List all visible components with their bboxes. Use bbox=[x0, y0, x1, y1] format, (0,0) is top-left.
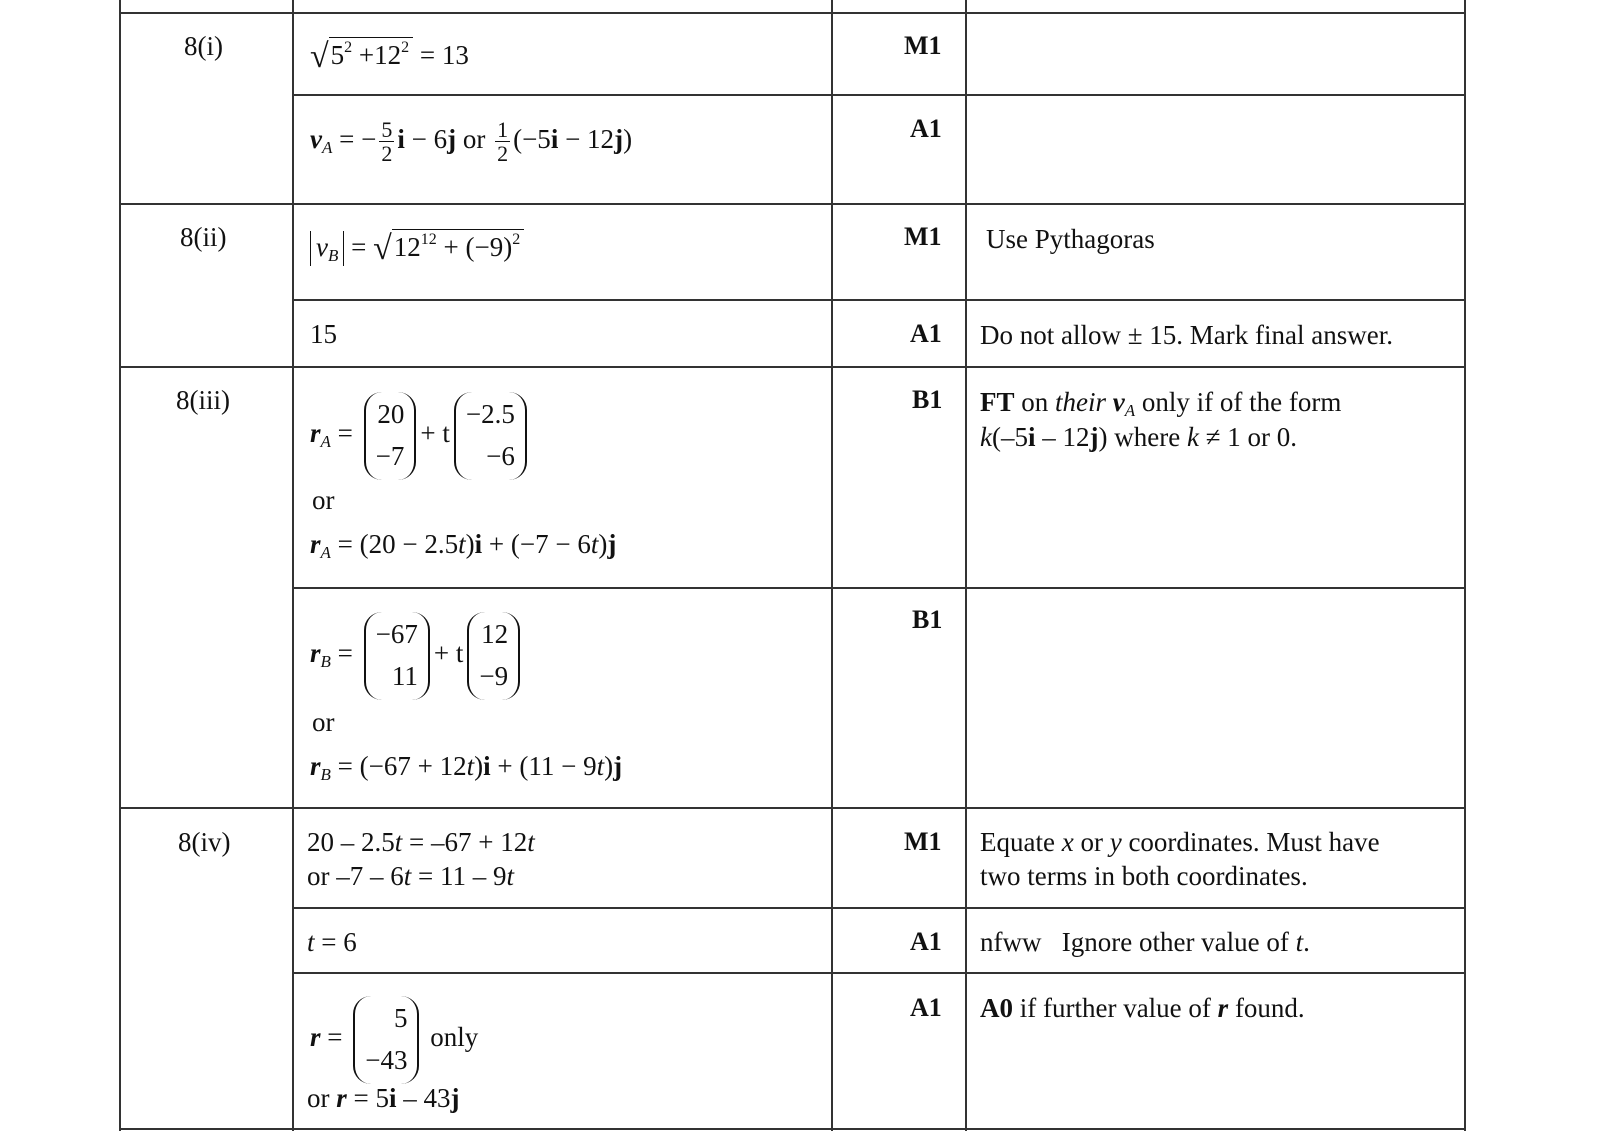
guidance-line: two terms in both coordinates. bbox=[980, 860, 1308, 891]
answer-speed: 15 bbox=[310, 319, 337, 349]
vector-r: r bbox=[336, 1083, 347, 1113]
text: or bbox=[1073, 827, 1110, 857]
mark: B1 bbox=[912, 385, 943, 414]
vector-component: −67 bbox=[375, 619, 418, 649]
term: + (−7 − 6 bbox=[482, 529, 591, 559]
variable-t: t bbox=[403, 860, 412, 891]
variable-t: t bbox=[466, 751, 475, 781]
radicand bbox=[392, 229, 524, 265]
term: – 43 bbox=[396, 1083, 451, 1113]
guidance-note: Use Pythagoras bbox=[986, 224, 1155, 254]
question-number: 8(iii) bbox=[176, 385, 230, 415]
only-text: only bbox=[430, 1022, 479, 1053]
unit-i: i bbox=[397, 123, 405, 154]
exponent: 2 bbox=[344, 39, 353, 56]
term: = 6 bbox=[314, 927, 357, 957]
unit-i: i bbox=[389, 1083, 397, 1113]
unit-i: i bbox=[550, 123, 559, 154]
variable-t: t bbox=[458, 529, 466, 559]
answer-position-r-alt bbox=[307, 1082, 460, 1116]
vector-component: −9 bbox=[479, 660, 509, 691]
guidance-line bbox=[980, 826, 1380, 860]
fraction bbox=[379, 118, 394, 165]
result: = 13 bbox=[419, 40, 469, 70]
mark: M1 bbox=[904, 31, 942, 60]
text: found. bbox=[1228, 993, 1305, 1023]
guidance-note bbox=[980, 992, 1305, 1026]
term: + (11 − 9 bbox=[490, 751, 597, 781]
term: + (−9) bbox=[436, 232, 513, 262]
mark: A1 bbox=[910, 927, 942, 956]
or-text: or bbox=[456, 123, 493, 154]
vector-r: r bbox=[310, 1022, 321, 1053]
term: + t bbox=[433, 638, 464, 669]
text: on bbox=[1014, 387, 1056, 417]
term: ) bbox=[474, 751, 484, 781]
or-text: or bbox=[307, 1083, 337, 1113]
variable-t: t bbox=[307, 927, 315, 957]
vector-r: r bbox=[310, 751, 321, 781]
text: ≠ 1 or 0. bbox=[1198, 422, 1297, 453]
subscript: B bbox=[320, 652, 331, 672]
variable-t: t bbox=[506, 860, 515, 891]
numerator: 1 bbox=[497, 117, 509, 142]
radicand bbox=[329, 37, 413, 73]
vector-v: v bbox=[1106, 387, 1125, 417]
vector-r: r bbox=[310, 529, 321, 559]
mark: A1 bbox=[910, 993, 942, 1022]
term: = 11 – 9 bbox=[411, 860, 507, 891]
vector-component: −7 bbox=[375, 440, 405, 471]
answer-position-b: $r_B$ = −67 11 + t 12 −9 bbox=[310, 612, 524, 700]
text: only if of the form bbox=[1135, 387, 1342, 417]
unit-j: j bbox=[614, 123, 624, 154]
text: . bbox=[1303, 927, 1310, 957]
question-number: 8(ii) bbox=[180, 222, 227, 252]
denominator: 2 bbox=[381, 141, 393, 167]
subscript: A bbox=[320, 432, 331, 452]
vector-component: 11 bbox=[391, 660, 418, 691]
text: nfww Ignore other value of bbox=[980, 927, 1296, 957]
guidance-note bbox=[980, 826, 1380, 894]
guidance-note bbox=[980, 926, 1310, 960]
answer-position-a-alt bbox=[310, 528, 616, 563]
equation-line bbox=[307, 860, 535, 894]
or-text: or bbox=[312, 707, 335, 737]
term: ) bbox=[465, 529, 475, 559]
column-vector bbox=[353, 996, 419, 1084]
answer-position-r bbox=[310, 996, 478, 1084]
term: + t bbox=[420, 418, 450, 449]
numerator: 5 bbox=[381, 117, 393, 142]
text: coordinates. Must have bbox=[1121, 827, 1380, 857]
guidance-line bbox=[980, 421, 1341, 455]
mark: B1 bbox=[912, 605, 943, 634]
fraction bbox=[495, 118, 510, 165]
unit-j: j bbox=[607, 529, 617, 559]
subscript: A bbox=[1124, 401, 1136, 420]
mark: M1 bbox=[904, 827, 942, 856]
equation-line bbox=[307, 826, 535, 860]
answer-magnitude-b bbox=[310, 228, 524, 271]
column-vector bbox=[467, 612, 520, 700]
question-number: 8(i) bbox=[184, 31, 223, 61]
variable-k: k bbox=[980, 422, 992, 453]
unit-i: i bbox=[1027, 422, 1036, 453]
unit-i: i bbox=[474, 529, 483, 559]
exponent: 2 bbox=[512, 231, 521, 248]
answer-velocity-a bbox=[310, 118, 632, 165]
variable-t: t bbox=[394, 827, 403, 857]
answer-magnitude bbox=[310, 36, 469, 79]
unit-j: j bbox=[613, 751, 623, 781]
subscript: A bbox=[320, 543, 331, 562]
variable-y: y bbox=[1109, 827, 1122, 857]
question-number: 8(iv) bbox=[178, 827, 231, 857]
or-text: or bbox=[312, 485, 335, 515]
term: ) bbox=[598, 529, 608, 559]
term: or –7 – 6 bbox=[307, 860, 404, 891]
ft-label: FT bbox=[980, 387, 1015, 417]
term: = 5 bbox=[346, 1083, 389, 1113]
a0-label: A0 bbox=[980, 993, 1013, 1023]
sqrt-symbol: √ bbox=[373, 230, 392, 267]
vector-r: r bbox=[310, 418, 321, 449]
term: (−5 bbox=[513, 123, 551, 154]
guidance-note bbox=[980, 386, 1341, 455]
term: ) bbox=[623, 123, 633, 154]
vector-component: 5 bbox=[393, 1003, 408, 1033]
equals: = bbox=[327, 1022, 343, 1053]
variable-t: t bbox=[527, 827, 535, 857]
answer-equate bbox=[307, 826, 535, 894]
text: Equate bbox=[980, 827, 1062, 857]
mark: A1 bbox=[910, 114, 942, 143]
exponent: 12 bbox=[420, 231, 437, 248]
term: 5 bbox=[330, 40, 345, 70]
vector-component: −2.5 bbox=[465, 399, 515, 429]
vector-v: v bbox=[310, 123, 322, 154]
vector-r: r bbox=[1217, 993, 1229, 1023]
unit-j: j bbox=[447, 123, 457, 154]
term: 20 – 2.5 bbox=[307, 827, 395, 857]
unit-i: i bbox=[483, 751, 491, 781]
term: − 12 bbox=[558, 123, 615, 154]
text: their bbox=[1055, 387, 1107, 417]
equals: = bbox=[351, 232, 367, 262]
answer-position-a: $r_A$ = 20 −7 + t −2.5 −6 bbox=[310, 392, 531, 480]
answer-t-value bbox=[307, 926, 357, 960]
column-vector bbox=[454, 392, 527, 480]
abs-value bbox=[310, 231, 344, 266]
vector-component: −6 bbox=[486, 440, 515, 471]
term: − 6 bbox=[404, 123, 448, 154]
term: = (−67 + 12 bbox=[337, 751, 467, 781]
answer-position-b-alt bbox=[310, 750, 622, 785]
variable-t: t bbox=[1295, 927, 1304, 957]
text: if further value of bbox=[1013, 993, 1218, 1023]
term: = –67 + 12 bbox=[402, 827, 528, 857]
vector-r: r bbox=[310, 638, 321, 669]
vector-component: 12 bbox=[481, 619, 509, 649]
term: ) bbox=[604, 751, 614, 781]
exponent: 2 bbox=[401, 39, 410, 56]
unit-j: j bbox=[450, 1083, 460, 1113]
guidance-line bbox=[980, 386, 1341, 421]
variable-x: x bbox=[1061, 827, 1074, 857]
mark: M1 bbox=[904, 222, 942, 251]
denominator: 2 bbox=[497, 141, 509, 167]
column-vector bbox=[364, 392, 417, 480]
variable-t: t bbox=[596, 751, 605, 781]
variable-k: k bbox=[1186, 422, 1199, 453]
equals: = − bbox=[339, 123, 377, 154]
unit-j: j bbox=[1089, 422, 1099, 453]
sqrt-symbol: √ bbox=[310, 38, 329, 75]
term: 12 bbox=[393, 232, 421, 262]
text: ) where bbox=[1098, 422, 1187, 453]
subscript: B bbox=[327, 246, 339, 265]
mark: A1 bbox=[910, 319, 942, 348]
vector-v: v bbox=[316, 232, 328, 262]
subscript: B bbox=[320, 765, 331, 784]
column-vector bbox=[364, 612, 430, 700]
term: +12 bbox=[358, 40, 402, 70]
vector-component: −43 bbox=[365, 1044, 408, 1075]
text: – 12 bbox=[1035, 422, 1090, 453]
subscript: A bbox=[321, 137, 333, 157]
term: = (20 − 2.5 bbox=[337, 529, 459, 559]
vector-component: 20 bbox=[377, 399, 405, 429]
text: (–5 bbox=[991, 422, 1028, 453]
variable-t: t bbox=[590, 529, 599, 559]
guidance-note: Do not allow ± 15. Mark final answer. bbox=[980, 320, 1393, 350]
